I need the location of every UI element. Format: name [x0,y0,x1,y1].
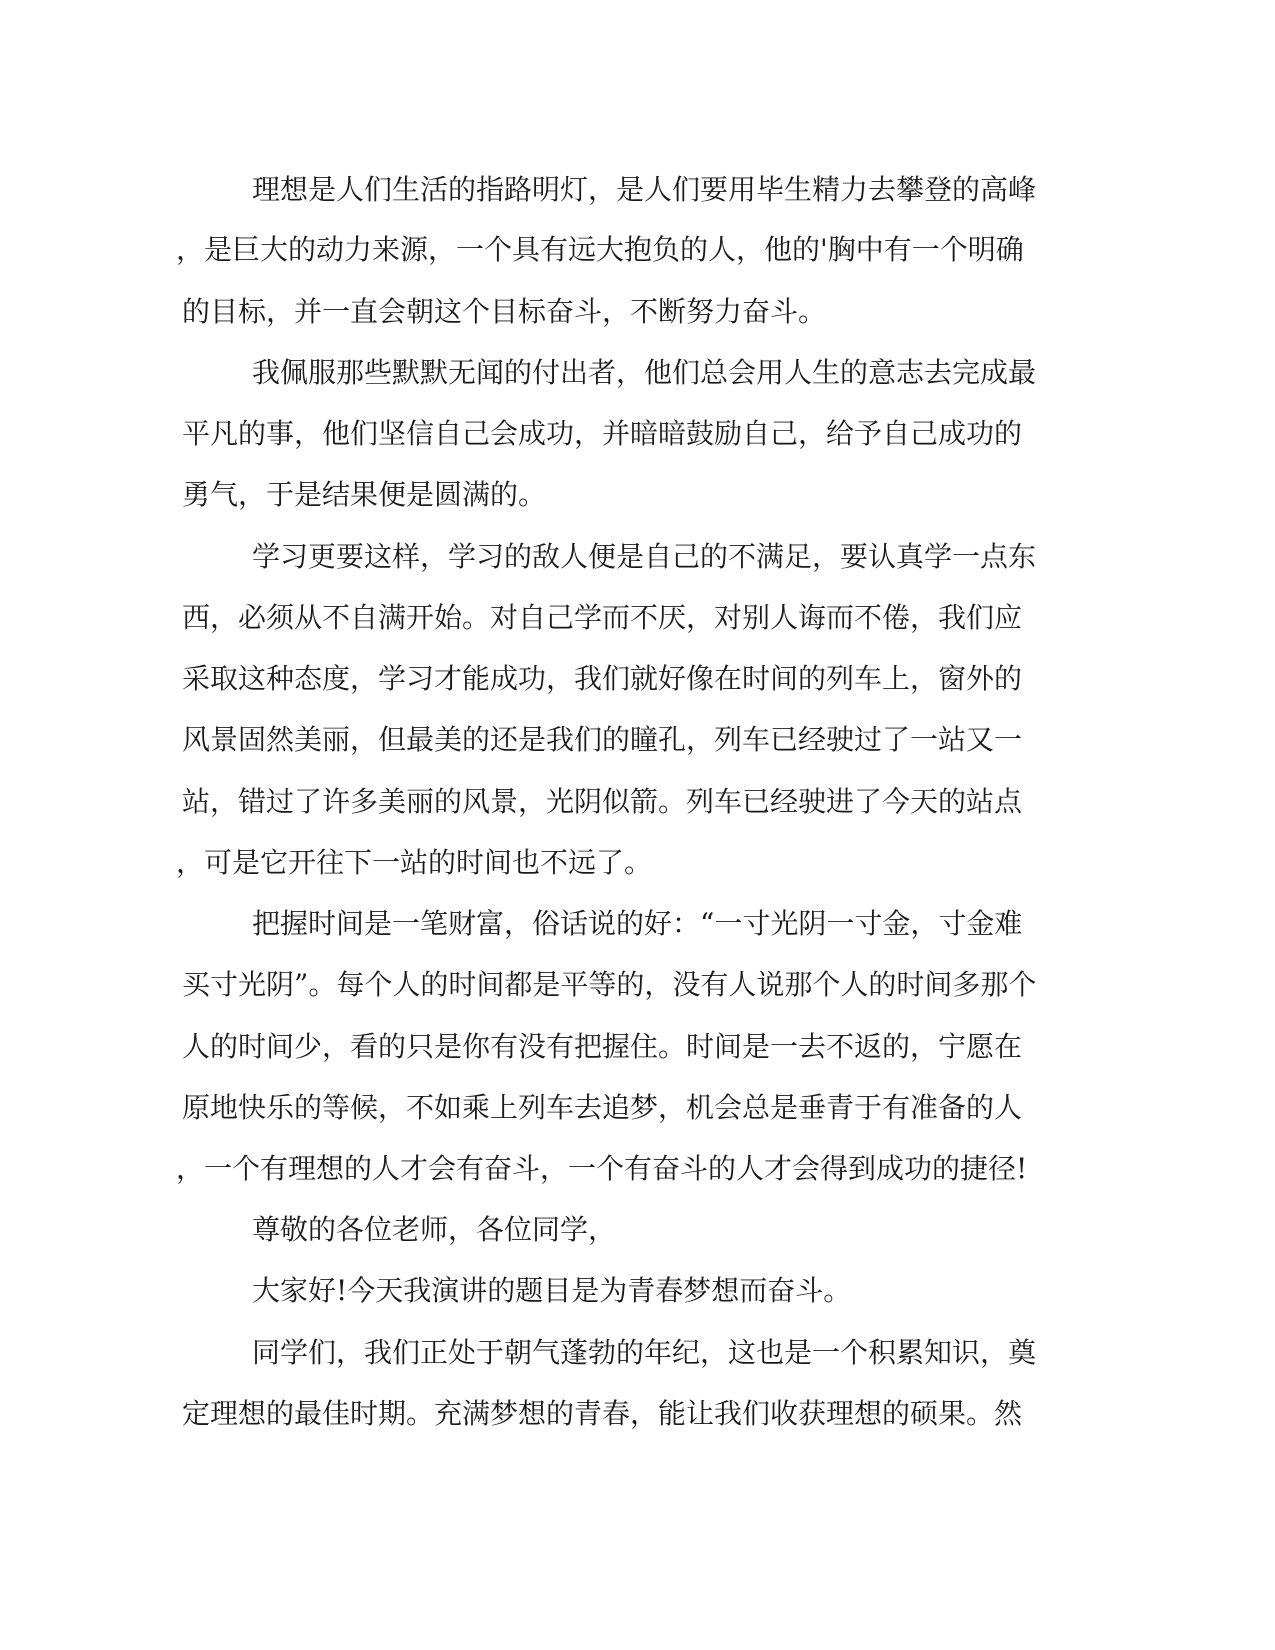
paragraph-3-line-6: ，可是它开往下一站的时间也不远了。 [176,846,653,879]
paragraph-4-line-3: 人的时间少，看的只是你有没有把握住。时间是一去不返的，宁愿在 [182,1030,1023,1063]
salutation-line: 尊敬的各位老师，各位同学， [252,1213,617,1246]
paragraph-3-line-1: 学习更要这样，学习的敌人便是自己的不满足，要认真学一点东 [252,540,1037,573]
paragraph-3-line-5: 站，错过了许多美丽的风景，光阴似箭。列车已经驶进了今天的站点 [182,785,1023,818]
paragraph-2-line-2: 平凡的事，他们坚信自己会成功，并暗暗鼓励自己，给予自己成功的 [182,417,1023,450]
paragraph-4-line-2: 买寸光阴”。每个人的时间都是平等的，没有人说那个人的时间多那个 [182,968,1037,1001]
paragraph-4-line-4: 原地快乐的等候，不如乘上列车去追梦，机会总是垂青于有准备的人 [182,1091,1023,1124]
paragraph-3-line-3: 采取这种态度，学习才能成功，我们就好像在时间的列车上，窗外的 [182,662,1023,695]
paragraph-2-line-1: 我佩服那些默默无闻的付出者，他们总会用人生的意志去完成最 [252,356,1037,389]
paragraph-1-line-2: ，是巨大的动力来源，一个具有远大抱负的人，他的'胸中有一个明确 [176,233,1024,266]
greeting-line: 大家好!今天我演讲的题目是为青春梦想而奋斗。 [252,1274,852,1307]
paragraph-1-line-1: 理想是人们生活的指路明灯，是人们要用毕生精力去攀登的高峰 [252,173,1037,206]
paragraph-4-line-5: ，一个有理想的人才会有奋斗，一个有奋斗的人才会得到成功的捷径! [176,1152,1028,1185]
paragraph-3-line-4: 风景固然美丽，但最美的还是我们的瞳孔，列车已经驶过了一站又一 [182,723,1023,756]
paragraph-3-line-2: 西，必须从不自满开始。对自己学而不厌，对别人诲而不倦，我们应 [182,601,1023,634]
paragraph-2-line-3: 勇气，于是结果便是圆满的。 [182,478,547,511]
paragraph-7-line-1: 同学们，我们正处于朝气蓬勃的年纪，这也是一个积累知识，奠 [252,1336,1037,1369]
paragraph-7-line-2: 定理想的最佳时期。充满梦想的青春，能让我们收获理想的硕果。然 [182,1397,1023,1430]
paragraph-4-line-1: 把握时间是一笔财富，俗话说的好：“一寸光阴一寸金，寸金难 [252,907,1023,940]
paragraph-1-line-3: 的目标，并一直会朝这个目标奋斗，不断努力奋斗。 [182,295,827,328]
